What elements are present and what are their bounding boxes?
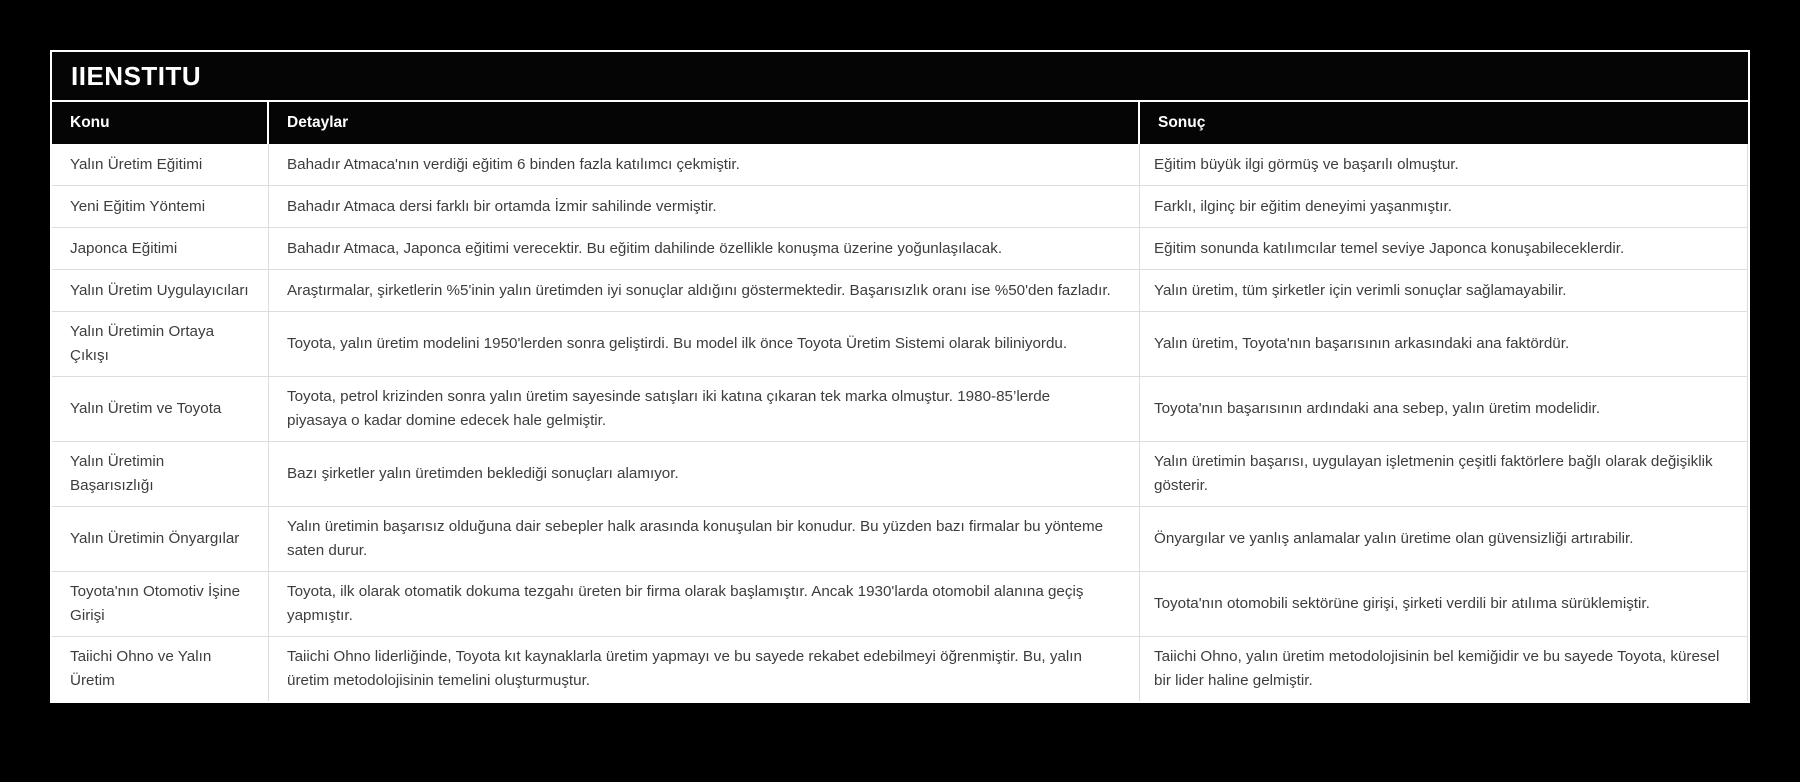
table-row — [52, 507, 1748, 572]
cell-sonuc: Eğitim sonunda katılımcılar temel seviye Japonca konuşabileceklerdir. — [1140, 228, 1748, 269]
table-row — [52, 312, 1748, 377]
cell-sonuc: Yalın üretimin başarısı, uygulayan işletmenin çeşitli faktörlere bağlı olarak değişiklik gösterir. — [1140, 442, 1748, 506]
cell-detaylar: Bahadır Atmaca'nın verdiği eğitim 6 binden fazla katılımcı çekmiştir. — [269, 144, 1140, 185]
cell-konu: Yalın Üretimin Ortaya Çıkışı — [52, 312, 269, 376]
table-row — [52, 186, 1748, 228]
cell-detaylar: Bahadır Atmaca, Japonca eğitimi verecektir. Bu eğitim dahilinde özellikle konuşma üzerine yoğunlaşılacak. — [269, 228, 1140, 269]
table-row — [52, 228, 1748, 270]
column-header-sonuc: Sonuç — [1158, 114, 1206, 131]
column-header-konu: Konu — [52, 102, 269, 144]
table-row — [52, 442, 1748, 507]
cell-detaylar: Bazı şirketler yalın üretimden beklediği sonuçları alamıyor. — [269, 442, 1140, 506]
table-row — [52, 377, 1748, 442]
cell-sonuc: Yalın üretim, tüm şirketler için verimli sonuçlar sağlamayabilir. — [1140, 270, 1748, 311]
cell-konu: Yalın Üretimin Başarısızlığı — [52, 442, 269, 506]
cell-konu: Taiichi Ohno ve Yalın Üretim — [52, 637, 269, 701]
cell-detaylar: Yalın üretimin başarısız olduğuna dair sebepler halk arasında konuşulan bir konudur. Bu yüzden bazı firmalar bu yönteme saten durur. — [269, 507, 1140, 571]
cell-detaylar: Toyota, yalın üretim modelini 1950'lerden sonra geliştirdi. Bu model ilk önce Toyota Üretim Sistemi olarak biliniyordu. — [269, 312, 1140, 376]
cell-detaylar: Taiichi Ohno liderliğinde, Toyota kıt kaynaklarla üretim yapmayı ve bu sayede rekabet edebilmeyi öğrenmiştir. Bu, yalın üretim metodolojisinin temelini oluşturmuştur. — [269, 637, 1140, 701]
column-header-detaylar: Detaylar — [269, 102, 1140, 144]
cell-sonuc: Toyota'nın otomobili sektörüne girişi, şirketi verdili bir atılıma sürüklemiştir. — [1140, 572, 1748, 636]
table-body — [52, 144, 1748, 701]
cell-detaylar: Toyota, ilk olarak otomatik dokuma tezgahı üreten bir firma olarak başlamıştır. Ancak 1930'larda otomobil alanına geçiş yapmıştır. — [269, 572, 1140, 636]
brand-title: IIENSTITU — [52, 52, 1748, 102]
cell-sonuc: Toyota'nın başarısının ardındaki ana sebep, yalın üretim modelidir. — [1140, 377, 1748, 441]
table-row — [52, 270, 1748, 312]
table-row — [52, 637, 1748, 701]
cell-sonuc: Farklı, ilginç bir eğitim deneyimi yaşanmıştır. — [1140, 186, 1748, 227]
cell-konu: Yalın Üretim ve Toyota — [52, 377, 269, 441]
cell-sonuc: Eğitim büyük ilgi görmüş ve başarılı olmuştur. — [1140, 144, 1748, 185]
cell-konu: Japonca Eğitimi — [52, 228, 269, 269]
cell-konu: Yalın Üretimin Önyargılar — [52, 507, 269, 571]
table-row — [52, 144, 1748, 186]
cell-konu: Toyota'nın Otomotiv İşine Girişi — [52, 572, 269, 636]
cell-konu: Yalın Üretim Uygulayıcıları — [52, 270, 269, 311]
table-row — [52, 572, 1748, 637]
cell-konu: Yeni Eğitim Yöntemi — [52, 186, 269, 227]
cell-detaylar: Toyota, petrol krizinden sonra yalın üretim sayesinde satışları iki katına çıkaran tek marka olmuştur. 1980-85’lerde piyasaya o kadar domine edecek hale gelmiştir. — [269, 377, 1140, 441]
cell-sonuc: Önyargılar ve yanlış anlamalar yalın üretime olan güvensizliği artırabilir. — [1140, 507, 1748, 571]
table-card — [50, 50, 1750, 703]
cell-sonuc: Taiichi Ohno, yalın üretim metodolojisinin bel kemiğidir ve bu sayede Toyota, küresel bir lider haline gelmiştir. — [1140, 637, 1748, 701]
cell-detaylar: Araştırmalar, şirketlerin %5'inin yalın üretimden iyi sonuçlar aldığını göstermektedir. Başarısızlık oranı ise %50'den fazladır. — [269, 270, 1140, 311]
cell-konu: Yalın Üretim Eğitimi — [52, 144, 269, 185]
table-header-row — [52, 102, 1748, 144]
cell-sonuc: Yalın üretim, Toyota'nın başarısının arkasındaki ana faktördür. — [1140, 312, 1748, 376]
cell-detaylar: Bahadır Atmaca dersi farklı bir ortamda İzmir sahilinde vermiştir. — [269, 186, 1140, 227]
